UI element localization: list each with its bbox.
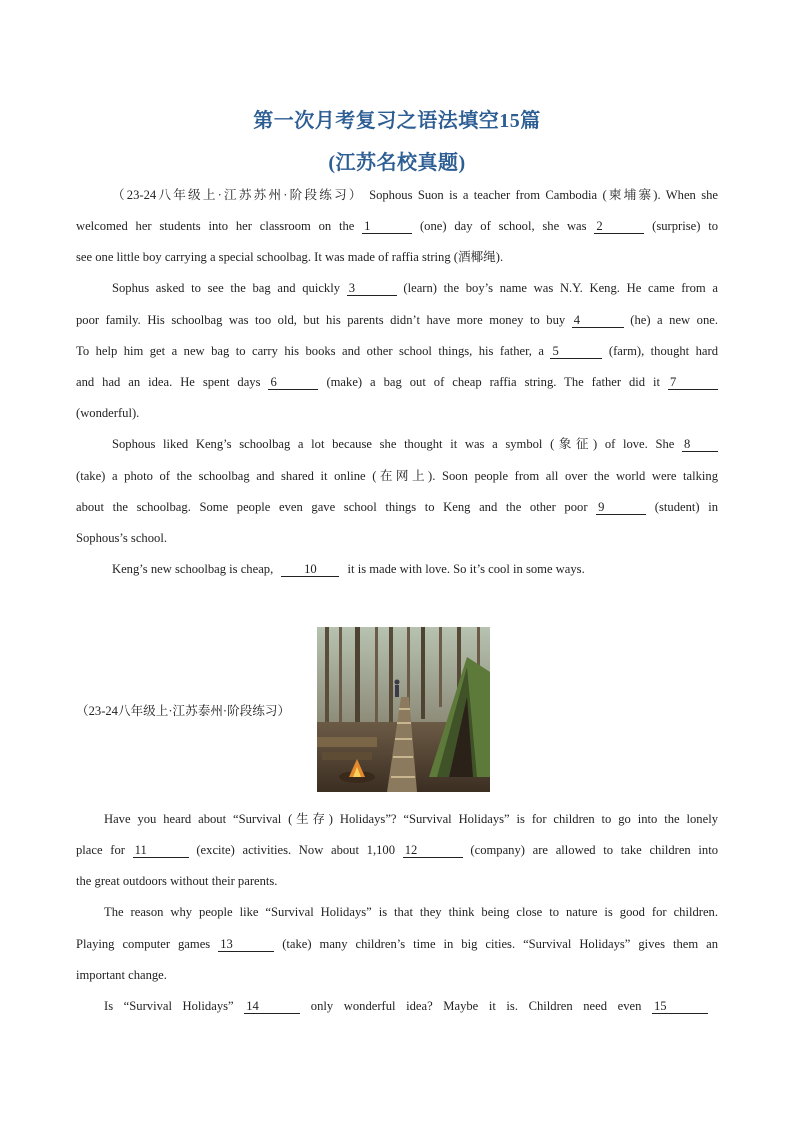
passage-1-line-12: Sophous’s school.	[76, 531, 167, 545]
blank-15[interactable]: 15	[652, 1000, 708, 1014]
blank-14[interactable]: 14	[244, 1000, 300, 1014]
text-segment: (make) a bag out of cheap raffia string. The father did it	[326, 375, 661, 389]
forest-shelter-illustration	[317, 627, 490, 792]
text-segment: To help him get a new bag to carry his books and other school things, his father, a	[76, 344, 544, 358]
passage-1-line-3: see one little boy carrying a special schoolbag. It was made of raffia string (酒椰绳).	[76, 250, 504, 264]
text-segment: it is made with love. So it’s cool in some ways.	[347, 562, 585, 576]
blank-3[interactable]: 3	[347, 282, 397, 296]
blank-4[interactable]: 4	[572, 314, 624, 328]
text-segment: Playing computer games	[76, 937, 211, 951]
text-segment: poor family. His schoolbag was too old, but his parents didn’t have more money to buy	[76, 313, 566, 327]
text-segment: (he) a new one.	[630, 313, 719, 327]
blank-11[interactable]: 11	[133, 844, 189, 858]
passage-1-line-1	[76, 187, 718, 203]
passage-2-line-3: the great outdoors without their parents.	[76, 874, 278, 888]
blank-13[interactable]: 13	[218, 938, 274, 952]
passage-1-line-7	[76, 374, 718, 390]
text-segment: (take) many children’s time in big cities. “Survival Holidays” gives them an	[282, 937, 719, 951]
blank-1[interactable]: 1	[362, 220, 412, 234]
page-title: 第一次月考复习之语法填空15篇	[253, 110, 541, 132]
text-segment: (student) in	[654, 500, 718, 514]
passage-1-source: （23-24八年级上·江苏苏州·阶段练习）	[112, 188, 364, 202]
passage-2-line-4: The reason why people like “Survival Holidays” is that they think being close to nature is good for children.	[104, 905, 718, 919]
passage-1-line-5	[76, 312, 718, 328]
passage-1-line-13	[76, 561, 718, 577]
blank-12[interactable]: 12	[403, 844, 463, 858]
blank-8[interactable]: 8	[682, 438, 718, 452]
passage-1-line-8: (wonderful).	[76, 406, 140, 420]
text-segment: place for	[76, 843, 125, 857]
passage-2-source: （23-24八年级上·江苏泰州·阶段练习）	[76, 704, 291, 718]
text-segment: (surprise) to	[652, 219, 718, 233]
blank-7[interactable]: 7	[668, 376, 718, 390]
text-segment: Sophous liked Keng’s schoolbag a lot because she thought it was a symbol (象征) of love. She	[112, 437, 675, 451]
passage-1-line-6	[76, 343, 718, 359]
passage-1-line-9	[76, 436, 718, 452]
text-segment: (one) day of school, she was	[419, 219, 587, 233]
passage-2-line-6: important change.	[76, 968, 167, 982]
blank-9[interactable]: 9	[596, 501, 646, 515]
passage-1-line-4	[76, 280, 718, 296]
passage-2-line-1: Have you heard about “Survival (生存) Holidays”? “Survival Holidays” is for children to go into the lonely	[104, 812, 718, 826]
text-segment: about the schoolbag. Some people even gave school things to Keng and the other poor	[76, 500, 588, 514]
passage-1-line-2	[76, 218, 718, 234]
blank-6[interactable]: 6	[268, 376, 318, 390]
passage-1-line-11	[76, 499, 718, 515]
text-segment: Is “Survival Holidays”	[104, 999, 234, 1013]
blank-2[interactable]: 2	[594, 220, 644, 234]
passage-2-line-7	[104, 998, 708, 1014]
passage-2-line-2	[76, 842, 718, 858]
blank-5[interactable]: 5	[550, 345, 602, 359]
text-segment: only wonderful idea? Maybe it is. Children need even	[310, 999, 642, 1013]
survival-camp-photo	[317, 627, 490, 792]
passage-2-line-5	[76, 936, 718, 952]
text-segment: (company) are allowed to take children into	[470, 843, 718, 857]
passage-1-text: Sophous Suon is a teacher from Cambodia (柬埔寨). When she	[369, 188, 718, 202]
page-subtitle: (江苏名校真题)	[328, 152, 466, 174]
text-segment: (learn) the boy’s name was N.Y. Keng. He came from a	[403, 281, 719, 295]
text-segment: and had an idea. He spent days	[76, 375, 261, 389]
blank-10[interactable]: 10	[281, 563, 339, 577]
text-segment: (farm), thought hard	[608, 344, 718, 358]
text-segment: (excite) activities. Now about 1,100	[196, 843, 395, 857]
passage-1-line-10: (take) a photo of the schoolbag and shared it online (在网上). Soon people from all over the world were talking	[76, 469, 718, 483]
text-segment: Keng’s new schoolbag is cheap,	[112, 562, 274, 576]
text-segment: welcomed her students into her classroom on the	[76, 219, 355, 233]
text-segment: Sophus asked to see the bag and quickly	[112, 281, 340, 295]
